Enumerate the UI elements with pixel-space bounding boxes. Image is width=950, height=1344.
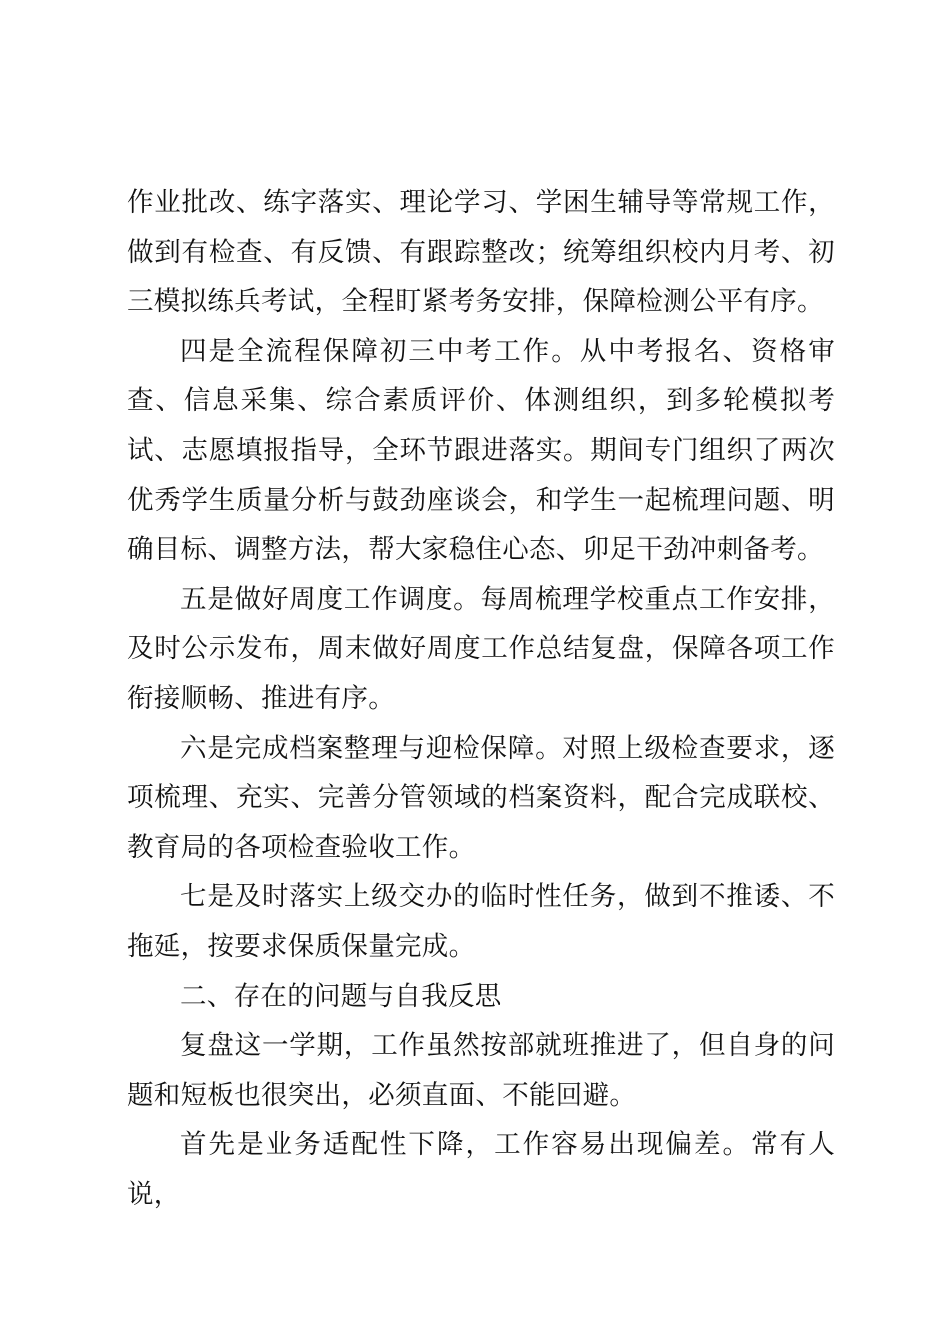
paragraph-reflection-intro: 复盘这一学期，工作虽然按部就班推进了，但自身的问题和短板也很突出，必须直面、不能回避。 — [127, 1030, 835, 1111]
paragraph-item-four: 四是全流程保障初三中考工作。从中考报名、资格审查、信息采集、综合素质评价、体测组织，到多轮模拟考试、志愿填报指导，全环节跟进落实。期间专门组织了两次优秀学生质量分析与鼓劲座谈会，和学生一起梳理问题、明确目标、调整方法，帮大家稳住心态、卯足干劲冲刺备考。 — [127, 335, 835, 566]
paragraph-first-issue: 首先是业务适配性下降，工作容易出现偏差。常有人说， — [127, 1129, 835, 1210]
paragraph-item-seven: 七是及时落实上级交办的临时性任务，做到不推诿、不拖延，按要求保质保量完成。 — [127, 881, 835, 962]
section-heading-problems: 二、存在的问题与自我反思 — [180, 980, 502, 1012]
paragraph-item-five: 五是做好周度工作调度。每周梳理学校重点工作安排，及时公示发布，周末做好周度工作总结复盘，保障各项工作衔接顺畅、推进有序。 — [127, 583, 835, 714]
paragraph-continuation: 作业批改、练字落实、理论学习、学困生辅导等常规工作，做到有检查、有反馈、有跟踪整改；统筹组织校内月考、初三模拟练兵考试，全程盯紧考务安排，保障检测公平有序。 — [127, 187, 835, 318]
document-body — [127, 178, 835, 1219]
paragraph-item-six: 六是完成档案整理与迎检保障。对照上级检查要求，逐项梳理、充实、完善分管领域的档案资料，配合完成联校、教育局的各项检查验收工作。 — [127, 732, 835, 863]
